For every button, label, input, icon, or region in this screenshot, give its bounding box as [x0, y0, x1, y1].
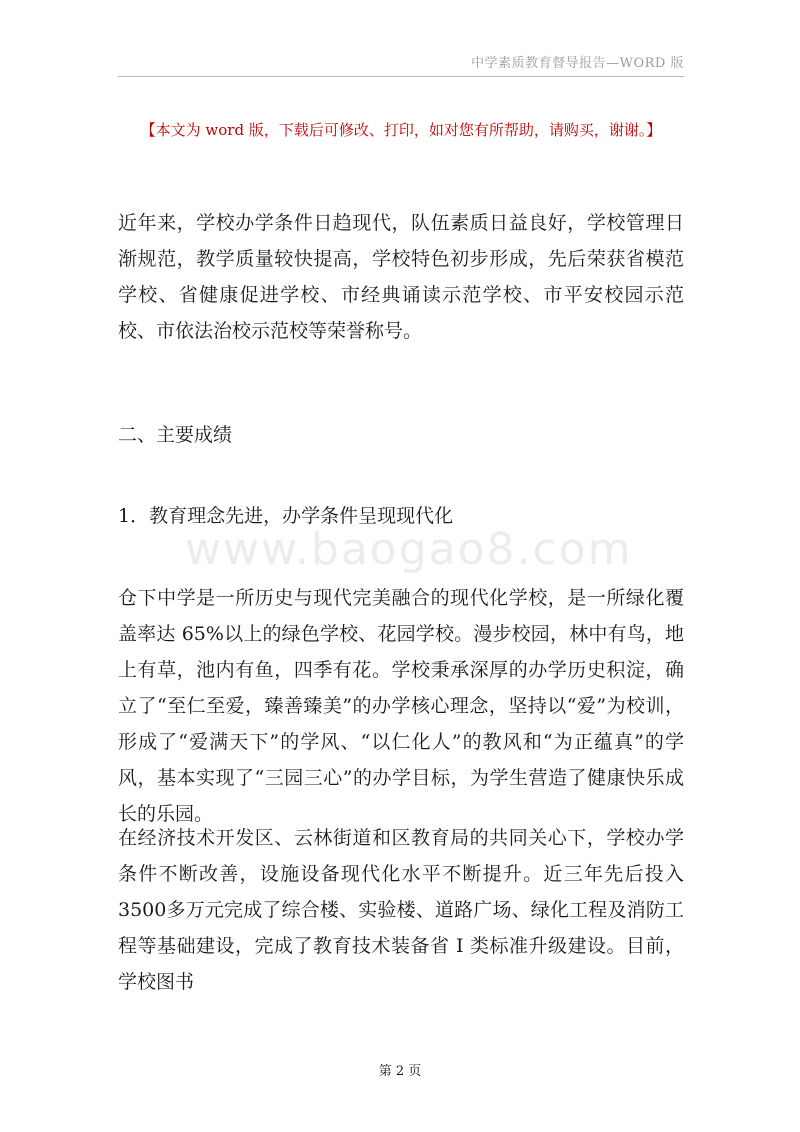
header-divider — [118, 76, 684, 77]
purchase-notice: 【本文为 word 版，下载后可修改、打印，如对您有所帮助，请购买，谢谢。】 — [140, 121, 662, 139]
paragraph-school-facilities: 在经济技术开发区、云林街道和区教育局的共同关心下，学校办学条件不断改善，设施设备现代化水平不断提升。近三年先后投入 3500多万元完成了综合楼、实验楼、道路广场、绿化工程及消防工程等基础建设，完成了教育技术装备省 I 类标准升级建设。目前，学校图书 — [118, 827, 684, 993]
subsection-heading-education-concept: 1．教育理念先进，办学条件呈现现代化 — [118, 505, 454, 527]
page-number: 第 2 页 — [378, 1064, 422, 1079]
section-heading-main-achievements: 二、主要成绩 — [118, 424, 233, 446]
page-header: 中学素质教育督导报告—WORD 版 — [471, 56, 684, 71]
paragraph-school-overview: 近年来，学校办学条件日趋现代，队伍素质日益良好，学校管理日渐规范，教学质量较快提高，学校特色初步形成，先后荣获省模范学校、省健康促进学校、市经典诵读示范学校、市平安校园示范校、市依法治校示范校等荣誉称号。 — [118, 212, 684, 342]
paragraph-school-campus: 仓下中学是一所历史与现代完美融合的现代化学校，是一所绿化覆盖率达 65%以上的绿色学校、花园学校。漫步校园，林中有鸟，地上有草，池内有鱼，四季有花。学校秉承深厚的办学历史积淀，确立了“至仁至爱，臻善臻美”的办学核心理念，坚持以“爱”为校训，形成了“爱满天下”的学风、“以仁化人”的教风和“为正蕴真”的学风，基本实现了“三园三心”的办学目标，为学生营造了健康快乐成长的乐园。 — [118, 587, 684, 825]
watermark-text: www.baogao8.com — [185, 524, 633, 575]
